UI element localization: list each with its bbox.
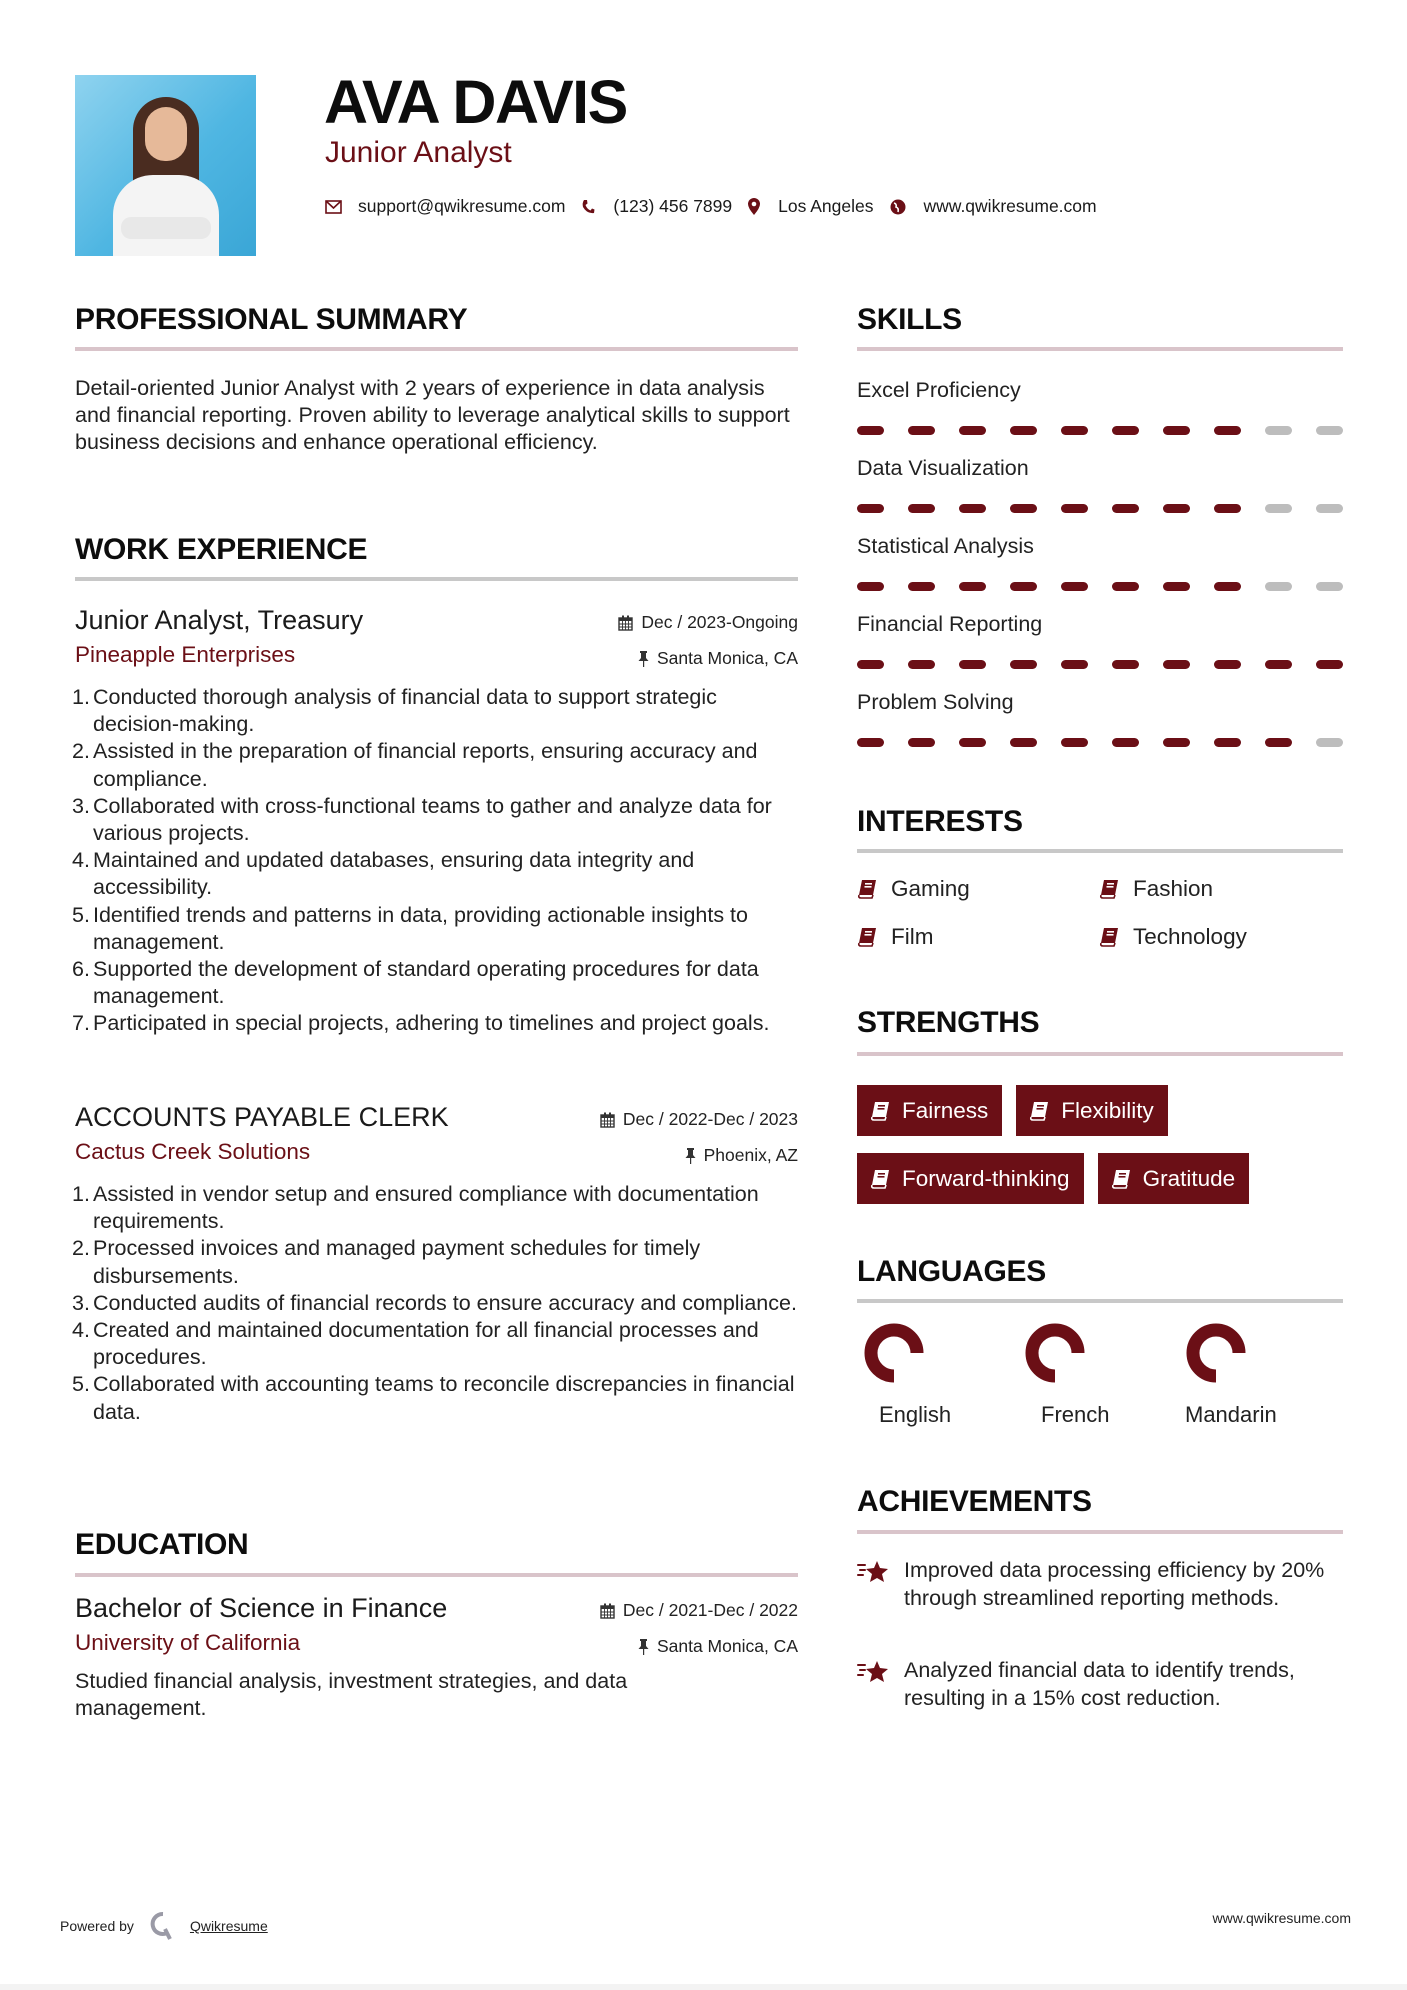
- rating-dash-filled: [1163, 582, 1190, 591]
- skill-name: Data Visualization: [857, 456, 1029, 480]
- calendar-icon: [600, 1603, 615, 1619]
- languages-divider: [857, 1299, 1343, 1303]
- interest-item: Gaming: [857, 876, 1099, 902]
- interest-item: Film: [857, 924, 1099, 950]
- skill-rating: [857, 426, 1343, 435]
- skill-item: [857, 377, 1343, 435]
- rating-dash-filled: [1061, 504, 1088, 513]
- rating-dash-filled: [1010, 504, 1037, 513]
- skill-rating: [857, 738, 1343, 747]
- job-entry: [72, 604, 798, 1038]
- list-item: 2. Assisted in the preparation of financial reports, ensuring accuracy and compliance.: [72, 739, 758, 791]
- globe-icon: [890, 199, 906, 215]
- proficiency-ring-icon: [863, 1322, 925, 1384]
- footer-website[interactable]: www.qwikresume.com: [1212, 1910, 1351, 1926]
- book-icon: [1111, 1169, 1131, 1189]
- achievement-item: Analyzed financial data to identify trends, resulting in a 15% cost reduction.: [857, 1656, 1343, 1712]
- school: University of California: [75, 1630, 301, 1655]
- rating-dash-empty: [1316, 582, 1343, 591]
- contact-phone[interactable]: (123) 456 7899: [581, 196, 732, 217]
- rating-dash-filled: [857, 582, 884, 591]
- rating-dash-filled: [1163, 738, 1190, 747]
- job-bullets: [72, 684, 798, 1038]
- interest-item: Technology: [1099, 924, 1341, 950]
- candidate-name: AVA DAVIS: [324, 68, 627, 136]
- list-item: 5. Collaborated with accounting teams to reconcile discrepancies in financial data.: [72, 1372, 795, 1424]
- list-item: 1. Assisted in vendor setup and ensured compliance with documentation requirements.: [72, 1182, 759, 1234]
- language-name: English: [879, 1402, 952, 1427]
- rating-dash-filled: [1163, 426, 1190, 435]
- book-icon: [1099, 879, 1119, 899]
- contact-email[interactable]: support@qwikresume.com: [325, 196, 565, 217]
- rating-dash-filled: [857, 660, 884, 669]
- qwikresume-logo-icon: [150, 1911, 176, 1941]
- shooting-star-icon: [857, 1658, 890, 1686]
- rating-dash-filled: [1112, 738, 1139, 747]
- pushpin-icon: [685, 1148, 696, 1164]
- list-item: 2. Processed invoices and managed payment schedules for timely disbursements.: [72, 1236, 701, 1288]
- rating-dash-filled: [857, 426, 884, 435]
- book-icon: [870, 1169, 890, 1189]
- rating-dash-filled: [959, 582, 986, 591]
- rating-dash-filled: [1010, 426, 1037, 435]
- list-item: 7. Participated in special projects, adhering to timelines and project goals.: [72, 1011, 770, 1036]
- rating-dash-filled: [959, 738, 986, 747]
- achievements-heading: ACHIEVEMENTS: [857, 1485, 1092, 1518]
- achievement-item: Improved data processing efficiency by 20% through streamlined reporting methods.: [857, 1556, 1343, 1612]
- book-icon: [870, 1101, 890, 1121]
- interests-list: [857, 876, 1343, 950]
- job-title: ACCOUNTS PAYABLE CLERK: [75, 1102, 449, 1132]
- summary-divider: [75, 347, 798, 351]
- job-dates: Dec / 2023-Ongoing: [618, 612, 798, 633]
- list-item: 4. Created and maintained documentation for all financial processes and procedures.: [72, 1318, 759, 1370]
- book-icon: [1029, 1101, 1049, 1121]
- rating-dash-filled: [1112, 582, 1139, 591]
- rating-dash-empty: [1265, 426, 1292, 435]
- job-dates: Dec / 2022-Dec / 2023: [600, 1109, 798, 1130]
- rating-dash-filled: [908, 504, 935, 513]
- education-description: Studied financial analysis, investment strategies, and data management.: [75, 1669, 628, 1721]
- rating-dash-empty: [1316, 504, 1343, 513]
- proficiency-ring-icon: [1185, 1322, 1247, 1384]
- skill-rating: [857, 504, 1343, 513]
- pushpin-icon: [638, 1639, 649, 1655]
- book-icon: [1099, 927, 1119, 947]
- rating-dash-filled: [1163, 660, 1190, 669]
- experience-heading: WORK EXPERIENCE: [75, 533, 368, 566]
- list-item: 1. Conducted thorough analysis of financial data to support strategic decision-making.: [72, 685, 717, 737]
- strength-chip: Fairness: [857, 1085, 1002, 1136]
- map-pin-icon: [748, 198, 760, 215]
- language-item: [1179, 1322, 1299, 1427]
- rating-dash-filled: [1010, 582, 1037, 591]
- skill-name: Financial Reporting: [857, 612, 1043, 636]
- interests-heading: INTERESTS: [857, 805, 1023, 838]
- list-item: 5. Identified trends and patterns in data, providing actionable insights to management.: [72, 902, 748, 954]
- rating-dash-filled: [959, 660, 986, 669]
- job-location: Santa Monica, CA: [638, 648, 798, 669]
- page-bottom-edge: [0, 1984, 1407, 1990]
- strengths-divider: [857, 1052, 1343, 1056]
- strengths-heading: STRENGTHS: [857, 1006, 1040, 1039]
- contact-row: [325, 196, 1113, 217]
- rating-dash-filled: [1214, 660, 1241, 669]
- rating-dash-filled: [857, 504, 884, 513]
- language-item: [1018, 1322, 1138, 1427]
- skill-item: [857, 455, 1343, 513]
- calendar-icon: [618, 615, 633, 631]
- rating-dash-filled: [1010, 738, 1037, 747]
- interests-divider: [857, 849, 1343, 853]
- rating-dash-filled: [908, 660, 935, 669]
- rating-dash-filled: [1265, 660, 1292, 669]
- footer-powered-by: Powered by Qwikresume: [60, 1911, 268, 1941]
- skills-heading: SKILLS: [857, 303, 962, 336]
- skill-rating: [857, 582, 1343, 591]
- experience-divider: [75, 577, 798, 581]
- rating-dash-filled: [857, 738, 884, 747]
- skill-name: Statistical Analysis: [857, 534, 1034, 558]
- summary-text: Detail-oriented Junior Analyst with 2 years of experience in data analysis and financial reporting. Proven ability to leverage analytical skills to support business decisions and enhance operational efficiency.: [75, 376, 790, 455]
- rating-dash-filled: [908, 426, 935, 435]
- language-name: French: [1041, 1402, 1110, 1427]
- list-item: 3. Conducted audits of financial records to ensure accuracy and compliance.: [72, 1290, 797, 1315]
- book-icon: [857, 879, 877, 899]
- rating-dash-filled: [1061, 738, 1088, 747]
- pushpin-icon: [638, 651, 649, 667]
- calendar-icon: [600, 1112, 615, 1128]
- rating-dash-filled: [1061, 660, 1088, 669]
- job-bullets: [72, 1181, 798, 1426]
- skill-rating: [857, 660, 1343, 669]
- rating-dash-empty: [1316, 738, 1343, 747]
- envelope-icon: [325, 200, 342, 214]
- rating-dash-empty: [1265, 582, 1292, 591]
- candidate-title: Junior Analyst: [325, 136, 512, 169]
- rating-dash-empty: [1265, 504, 1292, 513]
- language-name: Mandarin: [1185, 1402, 1277, 1427]
- education-location: Santa Monica, CA: [638, 1636, 798, 1657]
- education-entry: [75, 1592, 798, 1722]
- rating-dash-filled: [1214, 504, 1241, 513]
- rating-dash-filled: [1112, 504, 1139, 513]
- education-divider: [75, 1573, 798, 1577]
- interest-item: Fashion: [1099, 876, 1341, 902]
- job-title: Junior Analyst, Treasury: [75, 605, 364, 635]
- achievements-divider: [857, 1530, 1343, 1534]
- rating-dash-filled: [1316, 660, 1343, 669]
- rating-dash-empty: [1316, 426, 1343, 435]
- rating-dash-filled: [1061, 582, 1088, 591]
- languages-list: [857, 1322, 1343, 1432]
- list-item: 4. Maintained and updated databases, ensuring data integrity and accessibility.: [72, 848, 695, 900]
- rating-dash-filled: [908, 738, 935, 747]
- strengths-list: [857, 1085, 1343, 1204]
- strength-chip: Flexibility: [1016, 1085, 1168, 1136]
- job-entry: [72, 1101, 798, 1426]
- profile-photo: [75, 75, 256, 256]
- education-dates: Dec / 2021-Dec / 2022: [600, 1600, 798, 1621]
- education-heading: EDUCATION: [75, 1528, 249, 1561]
- skill-name: Problem Solving: [857, 690, 1014, 714]
- rating-dash-filled: [1214, 738, 1241, 747]
- rating-dash-filled: [1112, 426, 1139, 435]
- rating-dash-filled: [1112, 660, 1139, 669]
- contact-location: Los Angeles: [748, 196, 873, 217]
- rating-dash-filled: [1061, 426, 1088, 435]
- strength-chip: Gratitude: [1098, 1153, 1250, 1204]
- list-item: 6. Supported the development of standard operating procedures for data management.: [72, 957, 759, 1009]
- summary-heading: PROFESSIONAL SUMMARY: [75, 303, 468, 336]
- job-location: Phoenix, AZ: [685, 1145, 798, 1166]
- list-item: 3. Collaborated with cross-functional teams to gather and analyze data for various projects.: [72, 793, 772, 846]
- skill-item: [857, 689, 1343, 747]
- job-company: Pineapple Enterprises: [75, 642, 296, 667]
- rating-dash-filled: [1265, 738, 1292, 747]
- skill-name: Excel Proficiency: [857, 378, 1021, 402]
- rating-dash-filled: [1010, 660, 1037, 669]
- rating-dash-filled: [959, 504, 986, 513]
- book-icon: [857, 927, 877, 947]
- languages-heading: LANGUAGES: [857, 1255, 1046, 1288]
- contact-website[interactable]: www.qwikresume.com: [890, 196, 1097, 217]
- rating-dash-filled: [959, 426, 986, 435]
- shooting-star-icon: [857, 1558, 890, 1586]
- rating-dash-filled: [1163, 504, 1190, 513]
- job-company: Cactus Creek Solutions: [75, 1139, 311, 1164]
- rating-dash-filled: [1214, 582, 1241, 591]
- rating-dash-filled: [908, 582, 935, 591]
- qwikresume-link[interactable]: Qwikresume: [189, 1918, 268, 1934]
- skill-item: [857, 533, 1343, 591]
- language-item: [857, 1322, 977, 1427]
- strength-chip: Forward-thinking: [857, 1153, 1084, 1204]
- skills-divider: [857, 347, 1343, 351]
- phone-icon: [581, 199, 595, 215]
- degree: Bachelor of Science in Finance: [75, 1593, 448, 1623]
- proficiency-ring-icon: [1024, 1322, 1086, 1384]
- rating-dash-filled: [1214, 426, 1241, 435]
- skill-item: [857, 611, 1343, 669]
